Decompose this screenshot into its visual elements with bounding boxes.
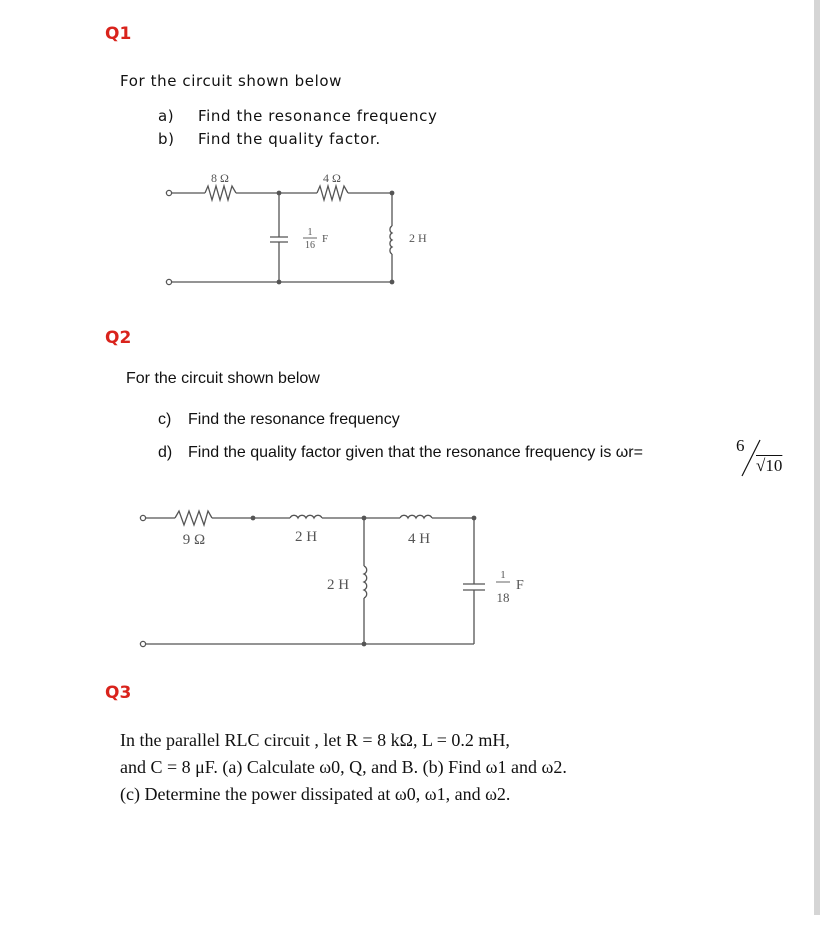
- q1-cap-den: 16: [305, 240, 315, 251]
- q2-terminal-top: [140, 515, 145, 520]
- q2-inductor-2h-series: [290, 515, 322, 518]
- q2-terminal-bottom: [140, 641, 145, 646]
- q2-item-c: [158, 411, 400, 429]
- q1-item-b-marker: b): [158, 130, 175, 148]
- q2-cap-den: 18: [496, 590, 510, 605]
- q3-line-1: In the parallel RLC circuit , let R = 8 kΩ, L = 0.2 mH,: [120, 730, 510, 750]
- q2-item-c-text: Find the resonance frequency: [188, 411, 400, 428]
- q1-ind-label: 2 H: [409, 231, 427, 245]
- q2-omega-num: 6: [736, 436, 745, 455]
- q2-item-d-marker: d): [158, 444, 173, 461]
- q1-label: Q1: [105, 24, 132, 44]
- q2-l2-label: 4 H: [407, 531, 431, 547]
- q1-cap-num: 1: [307, 227, 313, 238]
- q1-r2-label: 4 Ω: [323, 171, 341, 185]
- q3-line-2: and C = 8 μF. (a) Calculate ω0, Q, and B. (b) Find ω1 and ω2.: [120, 757, 567, 777]
- q2-l1-label: 2 H: [294, 529, 318, 545]
- q1-terminal-bottom: [166, 279, 171, 284]
- q1-item-b: [158, 130, 381, 148]
- q1-item-a-marker: a): [158, 107, 175, 125]
- q1-inductor-2h: [390, 226, 392, 254]
- q2-inductor-2h-shunt: [364, 566, 367, 598]
- q2-intro: For the circuit shown below: [126, 370, 320, 387]
- q1-cap-unit: F: [322, 233, 329, 245]
- q2-omega-den: √10: [756, 456, 783, 475]
- q1-node-3: [277, 280, 282, 285]
- q2-cap-num: 1: [500, 569, 506, 581]
- q2-label: Q2: [105, 328, 132, 348]
- q2-node-1: [251, 516, 256, 521]
- q1-item-b-text: Find the quality factor.: [198, 130, 381, 148]
- q1-item-a: [158, 107, 437, 125]
- page-edge-shadow: [814, 0, 820, 915]
- q2-node-2: [362, 516, 367, 521]
- q1-r1-label: 8 Ω: [211, 171, 229, 185]
- q3-line-3: (c) Determine the power dissipated at ω0, ω1, and ω2.: [120, 784, 511, 804]
- q1-node-2: [390, 191, 395, 196]
- q2-inductor-4h: [400, 515, 432, 518]
- q2-resistor-9: [175, 511, 212, 525]
- q2-node-4: [362, 642, 367, 647]
- q1-node-4: [390, 280, 395, 285]
- q2-omega-fraction: [734, 436, 790, 480]
- q1-node-1: [277, 191, 282, 196]
- q1-item-a-text: Find the resonance frequency: [198, 107, 438, 125]
- q2-item-d-text: Find the quality factor given that the resonance frequency is ωr=: [188, 444, 643, 461]
- q1-terminal-top: [166, 190, 171, 195]
- q2-node-3: [472, 516, 477, 521]
- q1-intro: For the circuit shown below: [120, 72, 343, 90]
- q2-item-d: [158, 444, 643, 462]
- q2-r-label: 9 Ω: [182, 532, 206, 548]
- q2-l3-label: 2 H: [326, 577, 350, 593]
- q1-resistor-4: [317, 186, 348, 200]
- q1-resistor-8: [205, 186, 236, 200]
- q2-cap-unit: F: [516, 578, 524, 593]
- q2-item-c-marker: c): [158, 411, 172, 428]
- q3-label: Q3: [105, 683, 132, 703]
